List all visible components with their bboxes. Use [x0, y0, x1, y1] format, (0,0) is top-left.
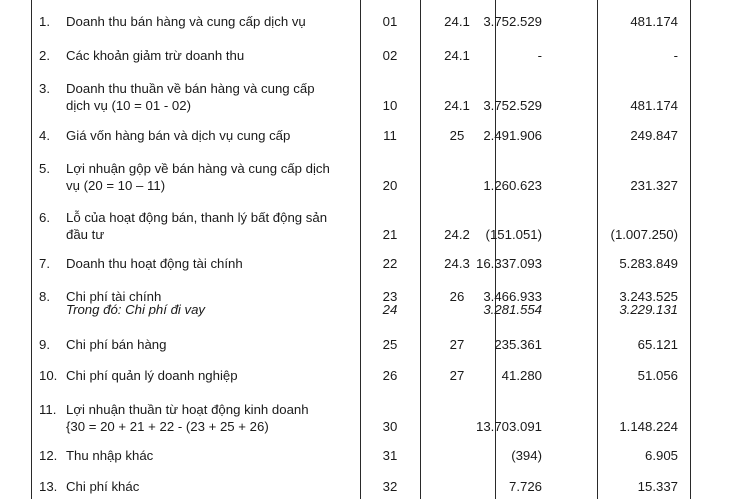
- row-label: Doanh thu bán hàng và cung cấp dịch vụ: [66, 14, 306, 29]
- prior-period-value: -: [673, 48, 678, 63]
- row-label: Lợi nhuận gộp về bán hàng và cung cấp dịch: [66, 161, 330, 176]
- row-label: Giá vốn hàng bán và dịch vụ cung cấp: [66, 128, 291, 143]
- column-border-prior: [597, 0, 598, 499]
- row-code: 22: [382, 256, 398, 271]
- row-label: Chi phí tài chính: [66, 289, 162, 304]
- row-number: 13.: [39, 479, 58, 494]
- current-period-value: 235.361: [494, 337, 542, 352]
- prior-period-value: 51.056: [637, 368, 678, 383]
- sub-prior-period-value: 3.229.131: [619, 302, 678, 317]
- row-note: 27: [449, 368, 465, 383]
- row-label: vụ (20 = 10 – 11): [66, 178, 166, 193]
- row-note: 25: [449, 128, 465, 143]
- row-label: Chi phí bán hàng: [66, 337, 167, 352]
- row-number: 2.: [39, 48, 50, 63]
- row-number: 1.: [39, 14, 50, 29]
- row-note: 27: [449, 337, 465, 352]
- row-code: 31: [382, 448, 398, 463]
- row-number: 8.: [39, 289, 50, 304]
- row-label: Các khoản giảm trừ doanh thu: [66, 48, 245, 63]
- row-code: 02: [382, 48, 398, 63]
- sub-row-label: Trong đó: Chi phí đi vay: [66, 302, 206, 317]
- row-code: 30: [382, 419, 398, 434]
- row-label: Thu nhập khác: [66, 448, 154, 463]
- row-note: 24.1: [444, 98, 470, 113]
- current-period-value: -: [537, 48, 542, 63]
- row-label: Doanh thu thuần về bán hàng và cung cấp: [66, 81, 315, 96]
- row-code: 01: [382, 14, 398, 29]
- row-label: dịch vụ (10 = 01 - 02): [66, 98, 191, 113]
- row-number: 11.: [39, 402, 57, 417]
- current-period-value: 13.703.091: [475, 419, 542, 434]
- current-period-value: 3.466.933: [483, 289, 542, 304]
- prior-period-value: 65.121: [637, 337, 678, 352]
- current-period-value: 7.726: [508, 479, 542, 494]
- column-border-note: [420, 0, 421, 499]
- row-number: 7.: [39, 256, 50, 271]
- row-label: Chi phí quản lý doanh nghiệp: [66, 368, 238, 383]
- current-period-value: (394): [511, 448, 542, 463]
- row-code: 23: [382, 289, 398, 304]
- column-border-right: [690, 0, 691, 499]
- column-border-left: [31, 0, 32, 499]
- prior-period-value: 231.327: [630, 178, 678, 193]
- row-note: 26: [449, 289, 465, 304]
- row-number: 9.: [39, 337, 50, 352]
- row-note: 24.1: [444, 14, 470, 29]
- current-period-value: 3.752.529: [483, 14, 542, 29]
- current-period-value: 3.752.529: [483, 98, 542, 113]
- prior-period-value: 15.337: [637, 479, 678, 494]
- current-period-value: 1.260.623: [483, 178, 542, 193]
- prior-period-value: 481.174: [630, 14, 678, 29]
- row-code: 26: [382, 368, 398, 383]
- row-label: đầu tư: [66, 227, 105, 242]
- prior-period-value: 1.148.224: [619, 419, 678, 434]
- row-number: 12.: [39, 448, 58, 463]
- prior-period-value: 249.847: [630, 128, 678, 143]
- row-note: 24.3: [444, 256, 470, 271]
- row-code: 10: [382, 98, 398, 113]
- row-note: 24.2: [444, 227, 470, 242]
- row-code: 21: [382, 227, 398, 242]
- current-period-value: (151.051): [485, 227, 542, 242]
- current-period-value: 16.337.093: [475, 256, 542, 271]
- row-number: 6.: [39, 210, 50, 225]
- row-code: 32: [382, 479, 398, 494]
- row-label: Lợi nhuận thuần từ hoạt động kinh doanh: [66, 402, 309, 417]
- row-code: 20: [382, 178, 398, 193]
- prior-period-value: (1.007.250): [610, 227, 678, 242]
- row-label: Doanh thu hoạt động tài chính: [66, 256, 243, 271]
- row-label: {30 = 20 + 21 + 22 - (23 + 25 + 26): [66, 419, 269, 434]
- prior-period-value: 6.905: [644, 448, 678, 463]
- sub-current-period-value: 3.281.554: [483, 302, 542, 317]
- row-code: 11: [383, 128, 397, 143]
- prior-period-value: 3.243.525: [619, 289, 678, 304]
- row-number: 3.: [39, 81, 50, 96]
- row-note: 24.1: [444, 48, 470, 63]
- current-period-value: 2.491.906: [483, 128, 542, 143]
- row-label: Chi phí khác: [66, 479, 140, 494]
- current-period-value: 41.280: [501, 368, 542, 383]
- row-number: 4.: [39, 128, 50, 143]
- prior-period-value: 481.174: [630, 98, 678, 113]
- row-number: 10.: [39, 368, 58, 383]
- prior-period-value: 5.283.849: [619, 256, 678, 271]
- row-label: Lỗ của hoạt động bán, thanh lý bất động sản: [66, 210, 328, 225]
- sub-row-code: 24: [382, 302, 398, 317]
- row-number: 5.: [39, 161, 50, 176]
- row-code: 25: [382, 337, 398, 352]
